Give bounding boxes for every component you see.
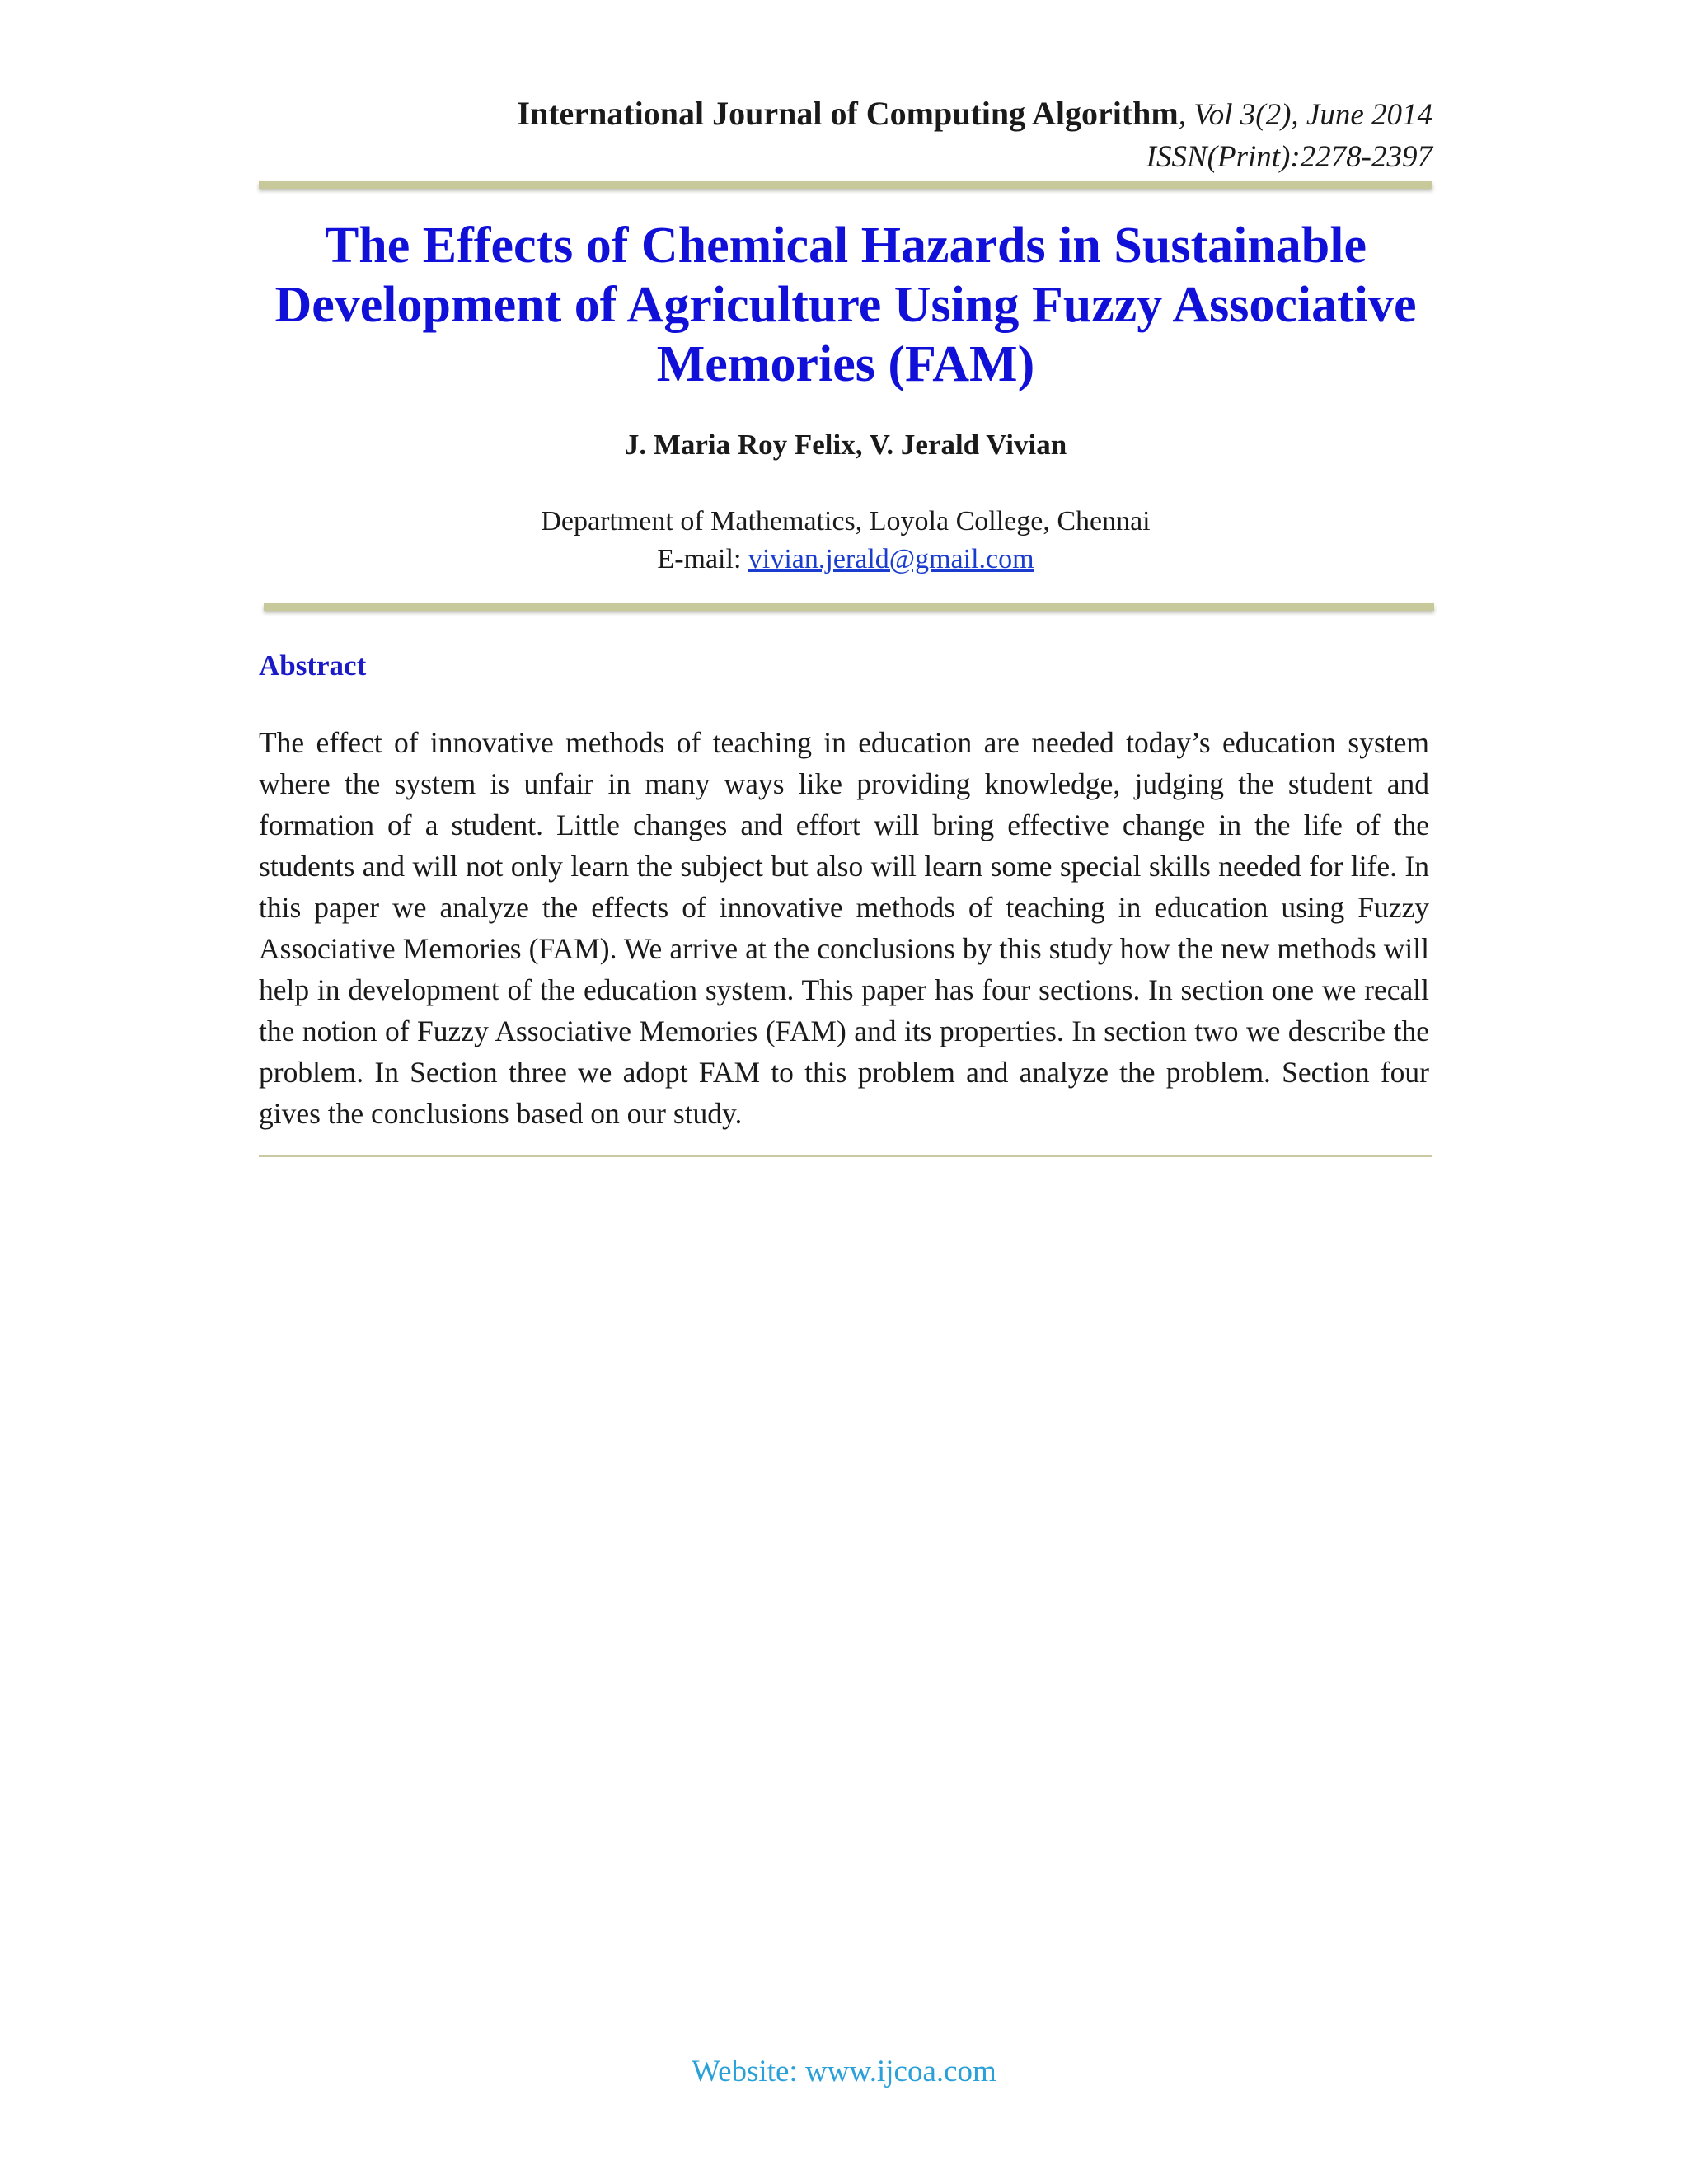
title-line-1: The Effects of Chemical Hazards in Sustainable bbox=[324, 218, 1367, 274]
header-divider bbox=[259, 181, 1432, 189]
journal-issn: ISSN(Print):2278-2397 bbox=[1146, 140, 1432, 174]
affiliation: Department of Mathematics, Loyola College, Chennai bbox=[541, 506, 1151, 537]
paper-title-text bbox=[259, 216, 1432, 394]
abstract-body: The effect of innovative methods of teaching in education are needed today’s education system where the system is unfair in many ways like providing knowledge, judging the student and formation of a student. Little changes and effort will bring effective change in the life of the students and will not only learn the subject but also will learn some special skills needed for life. In this paper we analyze the effects of innovative methods of teaching in education using Fuzzy Associative Memories (FAM). We arrive at the conclusions by this study how the new methods will help in development of the education system. This paper has four sections. In section one we recall the notion of Fuzzy Associative Memories (FAM) and its properties. In section two we describe the problem. In Section three we adopt FAM to this problem and analyze the problem. Section four gives the conclusions based on our study. bbox=[259, 726, 1429, 1130]
title-line-3: Memories (FAM) bbox=[656, 336, 1035, 392]
author-affiliation-block bbox=[259, 503, 1432, 579]
footer-website[interactable]: Website: www.ijcoa.com bbox=[692, 2055, 996, 2088]
title-divider bbox=[264, 603, 1434, 611]
journal-volume: , Vol 3(2), June 2014 bbox=[1178, 98, 1432, 132]
title-line-2: Development of Agriculture Using Fuzzy Associative bbox=[274, 277, 1417, 333]
paper-authors: J. Maria Roy Felix, V. Jerald Vivian bbox=[624, 429, 1067, 461]
abstract-divider bbox=[259, 1155, 1432, 1157]
email-label: E-mail: bbox=[657, 544, 748, 574]
journal-name: International Journal of Computing Algorithm bbox=[517, 95, 1179, 132]
abstract-heading: Abstract bbox=[259, 649, 367, 682]
journal-title-line bbox=[259, 92, 1432, 137]
email-link[interactable]: vivian.jerald@gmail.com bbox=[748, 544, 1034, 574]
email-line bbox=[259, 541, 1432, 579]
paper-title bbox=[259, 216, 1432, 394]
journal-header bbox=[259, 92, 1432, 178]
